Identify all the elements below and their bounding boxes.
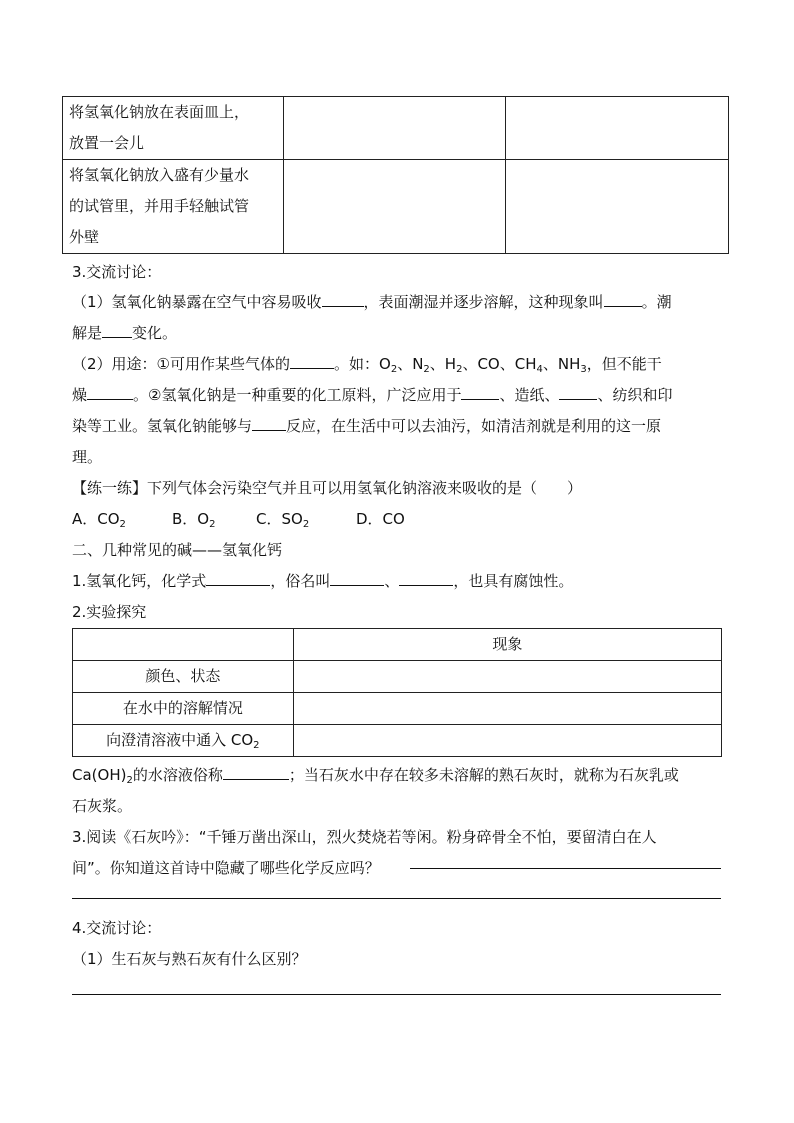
answer-blank[interactable] [290,354,334,369]
answer-blank[interactable] [87,385,133,400]
part-heading: 二、几种常见的碱——氢氧化钙 [72,541,283,559]
paragraph-line: 染等工业。氢氧化钠能够与 反应，在生活中可以去油污，如清洁剂就是利用的这一原 [72,417,662,435]
answer-blank[interactable] [102,323,132,338]
phenomenon-cell[interactable] [283,160,506,254]
row-text-line: 将氢氧化钠放在表面皿上， [69,103,250,121]
answer-line[interactable] [410,868,721,869]
table-row [73,661,722,693]
experiment-table-naoh [62,96,729,254]
paragraph-line: （1）生石灰与熟石灰有什么区别？ [72,950,307,968]
row-label: 颜色、状态 [73,661,294,693]
section-heading: 4.交流讨论： [72,919,162,937]
paragraph-line: （2）用途：①可用作某些气体的 。如：$O_2$、$N_2$、$H_2$、CO、$CH_4$、$NH_3$，但不能干 [72,355,662,375]
paragraph-line: 石灰浆。 [72,797,133,815]
paragraph-line: 间”。你知道这首诗中隐藏了哪些化学反应吗？ [72,859,380,877]
option-a[interactable]: A．$CO_2$ [72,510,126,530]
row-label: 向澄清溶液中通入 $CO_2$ [73,725,294,757]
section-heading: 3.交流讨论： [72,263,162,281]
phenomenon-cell[interactable] [293,661,721,693]
table-row [73,693,722,725]
paragraph-line: 解是 变化。 [72,324,178,342]
phenomenon-cell[interactable] [293,693,721,725]
row-text-line: 放置一会儿 [69,134,145,152]
row-text-line: 外壁 [69,228,100,246]
answer-line[interactable] [72,898,721,899]
option-c[interactable]: C．$SO_2$ [256,510,310,530]
phenomenon-cell[interactable] [293,725,721,757]
paragraph-line: 2.实验探究 [72,603,147,621]
table-row [63,97,729,160]
answer-blank[interactable] [223,765,289,780]
paragraph-line: （1）氢氧化钠暴露在空气中容易吸收 ，表面潮湿并逐步溶解，这种现象叫 。潮 [72,293,672,311]
paragraph-line: 1.氢氧化钙，化学式 ，俗名叫 、 ，也具有腐蚀性。 [72,572,574,590]
answer-blank[interactable] [559,385,597,400]
experiment-table-caoh [72,628,722,757]
practice-question: 【练一练】下列气体会污染空气并且可以用氢氧化钠溶液来吸收的是（ ） [72,479,583,497]
answer-blank[interactable] [252,416,286,431]
paragraph-line: 3.阅读《石灰吟》：“千锤万凿出深山，烈火焚烧若等闲。粉身碎骨全不怕，要留清白在人 [72,828,657,846]
answer-blank[interactable] [330,571,384,586]
answer-line[interactable] [72,994,721,995]
row-text-line: 将氢氧化钠放入盛有少量水 [69,166,250,184]
answer-blank[interactable] [322,292,364,307]
table-row [63,160,729,254]
option-b[interactable]: B．$O_2$ [172,510,216,530]
answer-blank[interactable] [461,385,499,400]
conclusion-cell[interactable] [506,97,729,160]
paragraph-line: 燥 。②氢氧化钠是一种重要的化工原料，广泛应用于 、造纸、 、纺织和印 [72,386,673,404]
column-header: 现象 [293,629,721,661]
answer-blank[interactable] [206,571,270,586]
option-d[interactable]: D．CO [356,510,405,528]
paragraph-line: $Ca(OH)_2$的水溶液俗称 ；当石灰水中存在较多未溶解的熟石灰时，就称为石灰乳或 [72,766,679,786]
answer-blank[interactable] [604,292,642,307]
phenomenon-cell[interactable] [283,97,506,160]
table-header-row [73,629,722,661]
practice-options [72,509,405,529]
conclusion-cell[interactable] [506,160,729,254]
paragraph-line: 理。 [72,448,103,466]
answer-blank[interactable] [399,571,453,586]
row-label: 在水中的溶解情况 [73,693,294,725]
row-text-line: 的试管里，并用手轻触试管 [69,197,250,215]
table-row [73,725,722,757]
